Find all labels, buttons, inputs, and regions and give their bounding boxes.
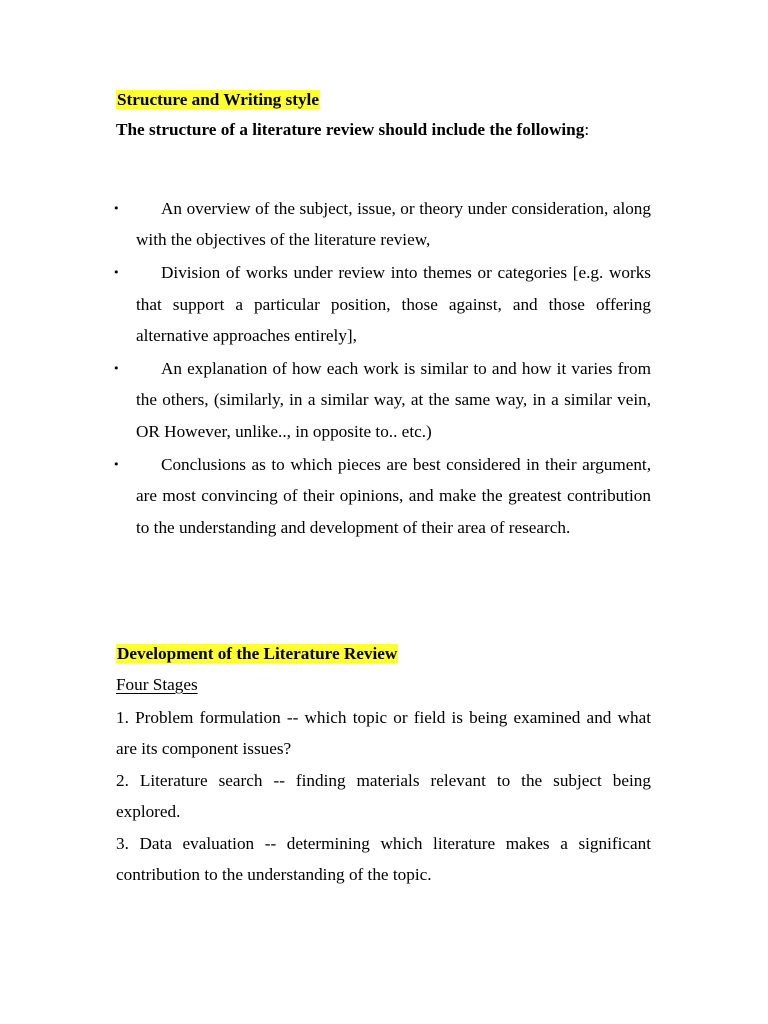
bullet-icon: •	[113, 362, 120, 376]
subheading-four-stages: Four Stages	[116, 675, 198, 694]
intro-paragraph	[116, 114, 651, 145]
bullet-icon: •	[113, 266, 120, 280]
structure-bullet-list	[0, 193, 768, 544]
bullet-text: Conclusions as to which pieces are best considered in their argument, are most convincing of their opinions, and make the greatest contribution to the understanding and development of their area of research.	[136, 454, 651, 537]
bullet-item	[0, 353, 651, 447]
stage-item: 1. Problem formulation -- which topic or field is being examined and what are its component issues?	[116, 708, 651, 759]
bullet-item	[0, 193, 651, 256]
highlighted-heading-text: Structure and Writing style	[117, 90, 319, 109]
stage-item: 2. Literature search -- finding materials relevant to the subject being explored.	[116, 771, 651, 822]
bullet-icon: •	[113, 202, 120, 215]
intro-text: The structure of a literature review should include the following	[116, 120, 585, 139]
highlighted-heading-text: Development of the Literature Review	[117, 644, 398, 663]
stages-list	[116, 702, 651, 891]
bullet-item	[0, 449, 651, 543]
bullet-text: Division of works under review into themes or categories [e.g. works that support a particular position, those against, and those offering alternative approaches entirely],	[136, 263, 651, 346]
bullet-item	[0, 257, 651, 351]
stage-item: 3. Data evaluation -- determining which literature makes a significant contribution to the understanding of the topic.	[116, 834, 651, 885]
intro-colon: :	[584, 120, 590, 139]
bullet-icon: •	[113, 457, 120, 471]
bullet-text: An explanation of how each work is similar to and how it varies from the others, (similarly, in a similar way, at the same way, in a similar vein, OR However, unlike.., in opposite to.. etc.)	[136, 359, 651, 441]
section-heading-structure	[116, 84, 651, 115]
section-heading-development	[116, 638, 651, 669]
bullet-text: An overview of the subject, issue, or theory under consideration, along with the objectives of the literature review,	[136, 199, 651, 250]
